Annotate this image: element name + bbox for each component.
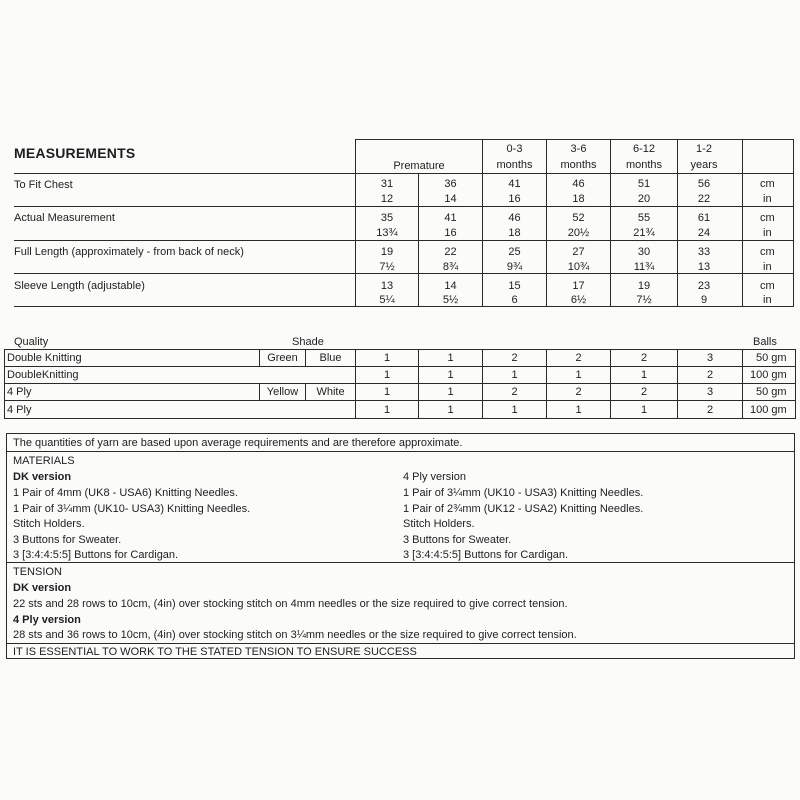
cell-actual-cm: 61 <box>697 212 711 224</box>
unit-cm: cm <box>760 212 775 224</box>
header-6-12-unit: months <box>625 159 663 171</box>
tension-dk-text: 22 sts and 28 rows to 10cm, (4in) over stocking stitch on 4mm needles or the size required to give correct tension. <box>13 598 568 610</box>
tension-title: TENSION <box>13 566 62 578</box>
grid-line <box>14 240 794 241</box>
yarn-value: 3 <box>706 352 714 364</box>
cell-length-cm: 27 <box>572 246 585 258</box>
yarn-value: 1 <box>511 404 518 416</box>
cell-length-in: 13 <box>697 261 711 273</box>
row-label-chest: To Fit Chest <box>14 179 73 191</box>
yarn-value: 1 <box>447 386 454 398</box>
cell-sleeve-cm: 19 <box>637 280 651 292</box>
yarn-balls: 100 gm <box>750 369 787 381</box>
cell-sleeve-in: 5¼ <box>379 294 395 306</box>
cell-actual-in: 16 <box>444 227 457 239</box>
cell-length-in: 8¾ <box>442 261 459 273</box>
shade-header: Shade <box>292 336 324 348</box>
cell-length-in: 10¾ <box>567 261 590 273</box>
dk-version-title: DK version <box>13 471 72 483</box>
materials-title: MATERIALS <box>13 455 75 467</box>
yarn-value: 1 <box>383 404 391 416</box>
balls-header: Balls <box>753 336 777 348</box>
yarn-value: 1 <box>447 352 454 364</box>
yarn-quality: 4 Ply <box>7 386 32 398</box>
yarn-value: 1 <box>383 352 391 364</box>
essential-note: IT IS ESSENTIAL TO WORK TO THE STATED TENSION TO ENSURE SUCCESS <box>13 646 417 658</box>
cell-sleeve-in: 6½ <box>570 294 587 306</box>
dk-item: Stitch Holders. <box>13 518 85 530</box>
divider <box>6 451 795 452</box>
tension-dk-title: DK version <box>13 582 72 594</box>
divider <box>6 562 795 563</box>
grid-line <box>742 139 743 306</box>
yarn-value: 1 <box>640 369 648 381</box>
yarn-value: 1 <box>575 404 582 416</box>
cell-actual-cm: 41 <box>444 212 457 224</box>
cell-chest-in: 22 <box>697 193 711 205</box>
cell-length-cm: 25 <box>508 246 521 258</box>
yarn-value: 1 <box>383 386 391 398</box>
tension-ply-text: 28 sts and 36 rows to 10cm, (4in) over stocking stitch on 3¼mm needles or the size required to give correct tension. <box>13 629 577 641</box>
cell-chest-in: 14 <box>444 193 457 205</box>
grid-line <box>14 173 794 174</box>
yarn-balls: 50 gm <box>756 352 787 364</box>
divider <box>6 643 795 644</box>
quality-header: Quality <box>14 336 49 348</box>
cell-sleeve-in: 6 <box>511 294 518 306</box>
unit-in: in <box>763 193 772 205</box>
dk-item: 1 Pair of 3¼mm (UK10- USA3) Knitting Needles. <box>13 503 251 515</box>
cell-chest-in: 20 <box>637 193 651 205</box>
row-label-sleeve: Sleeve Length (adjustable) <box>14 280 145 292</box>
cell-sleeve-in: 7½ <box>636 294 652 306</box>
cell-sleeve-in: 9 <box>700 294 708 306</box>
cell-length-in: 11¾ <box>633 261 655 273</box>
cell-length-in: 9¾ <box>506 261 523 273</box>
cell-chest-cm: 36 <box>444 178 457 190</box>
dk-item: 1 Pair of 4mm (UK8 - USA6) Knitting Needles. <box>13 487 238 499</box>
ply-item: 1 Pair of 3¼mm (UK10 - USA3) Knitting Needles. <box>403 487 644 499</box>
yarn-value: 1 <box>447 369 454 381</box>
yarn-value: 1 <box>511 369 518 381</box>
cell-actual-cm: 55 <box>637 212 651 224</box>
cell-actual-in: 13¾ <box>376 227 398 239</box>
cell-length-cm: 19 <box>380 246 394 258</box>
cell-sleeve-cm: 15 <box>508 280 521 292</box>
cell-actual-cm: 52 <box>572 212 585 224</box>
ply-item: 3 Buttons for Sweater. <box>403 534 512 546</box>
cell-length-cm: 30 <box>637 246 651 258</box>
grid-line <box>14 206 794 207</box>
cell-actual-in: 21¾ <box>633 227 655 239</box>
ply-item: 3 [3:4:4:5:5] Buttons for Cardigan. <box>403 549 569 561</box>
yarn-value: 2 <box>575 352 582 364</box>
yarn-shade: Green <box>267 352 298 364</box>
yarn-value: 2 <box>511 386 518 398</box>
quantities-note: The quantities of yarn are based upon average requirements and are therefore approximate. <box>13 437 463 449</box>
cell-chest-cm: 31 <box>380 178 394 190</box>
ply-item: 1 Pair of 2¾mm (UK12 - USA2) Knitting Needles. <box>403 503 644 515</box>
yarn-value: 1 <box>640 404 648 416</box>
grid-line <box>14 306 794 307</box>
yarn-value: 2 <box>640 386 648 398</box>
tension-ply-title: 4 Ply version <box>13 614 81 626</box>
header-0-3-unit: months <box>496 159 533 171</box>
header-3-6-unit: months <box>560 159 597 171</box>
header-premature: Premature <box>393 160 445 172</box>
cell-chest-in: 16 <box>508 193 521 205</box>
unit-in: in <box>763 227 772 239</box>
dk-item: 3 Buttons for Sweater. <box>13 534 122 546</box>
cell-chest-cm: 51 <box>637 178 651 190</box>
cell-sleeve-cm: 23 <box>697 280 711 292</box>
grid-line <box>793 139 794 306</box>
header-3-6-num: 3-6 <box>570 143 587 155</box>
cell-chest-in: 12 <box>380 193 394 205</box>
grid-line <box>355 139 794 140</box>
grid-line <box>14 273 794 274</box>
cell-chest-cm: 41 <box>508 178 521 190</box>
grid-line <box>4 349 5 419</box>
cell-sleeve-in: 5½ <box>442 294 459 306</box>
cell-sleeve-cm: 14 <box>444 280 457 292</box>
cell-chest-cm: 46 <box>572 178 585 190</box>
cell-actual-cm: 46 <box>508 212 521 224</box>
yarn-value: 1 <box>575 369 582 381</box>
cell-actual-in: 18 <box>508 227 521 239</box>
cell-actual-cm: 35 <box>380 212 394 224</box>
yarn-shade: Blue <box>319 352 342 364</box>
yarn-quality: 4 Ply <box>7 404 32 416</box>
yarn-value: 2 <box>706 369 714 381</box>
row-label-actual: Actual Measurement <box>14 212 115 224</box>
yarn-quality: Double Knitting <box>7 352 82 364</box>
cell-length-in: 7½ <box>379 261 395 273</box>
row-label-length: Full Length (approximately - from back of neck) <box>14 246 244 258</box>
header-1-2-unit: years <box>690 159 718 171</box>
unit-cm: cm <box>760 246 775 258</box>
measurements-title: MEASUREMENTS <box>14 145 136 161</box>
yarn-value: 1 <box>383 369 391 381</box>
unit-in: in <box>763 261 772 273</box>
yarn-balls: 50 gm <box>756 386 787 398</box>
cell-actual-in: 24 <box>697 227 711 239</box>
cell-length-cm: 33 <box>697 246 711 258</box>
header-1-2-num: 1-2 <box>696 143 712 155</box>
dk-item: 3 [3:4:4:5:5] Buttons for Cardigan. <box>13 549 179 561</box>
ply-item: Stitch Holders. <box>403 518 475 530</box>
yarn-value: 2 <box>511 352 518 364</box>
yarn-value: 1 <box>447 404 454 416</box>
cell-chest-cm: 56 <box>697 178 711 190</box>
ply-version-title: 4 Ply version <box>403 471 466 483</box>
yarn-balls: 100 gm <box>750 404 787 416</box>
header-6-12-num: 6-12 <box>632 143 656 155</box>
grid-line <box>742 349 743 419</box>
grid-line <box>795 349 796 419</box>
yarn-value: 2 <box>706 404 714 416</box>
cell-length-cm: 22 <box>444 246 457 258</box>
header-0-3-num: 0-3 <box>506 143 523 155</box>
notes-border <box>6 433 795 659</box>
cell-sleeve-cm: 13 <box>380 280 394 292</box>
cell-sleeve-cm: 17 <box>572 280 585 292</box>
unit-cm: cm <box>760 280 775 292</box>
yarn-shade: Yellow <box>266 386 299 398</box>
cell-chest-in: 18 <box>572 193 585 205</box>
unit-in: in <box>763 294 772 306</box>
yarn-quality: DoubleKnitting <box>7 369 79 381</box>
yarn-value: 2 <box>640 352 648 364</box>
yarn-value: 3 <box>706 386 714 398</box>
cell-actual-in: 20½ <box>567 227 590 239</box>
unit-cm: cm <box>760 178 775 190</box>
yarn-shade: White <box>316 386 345 398</box>
yarn-value: 2 <box>575 386 582 398</box>
